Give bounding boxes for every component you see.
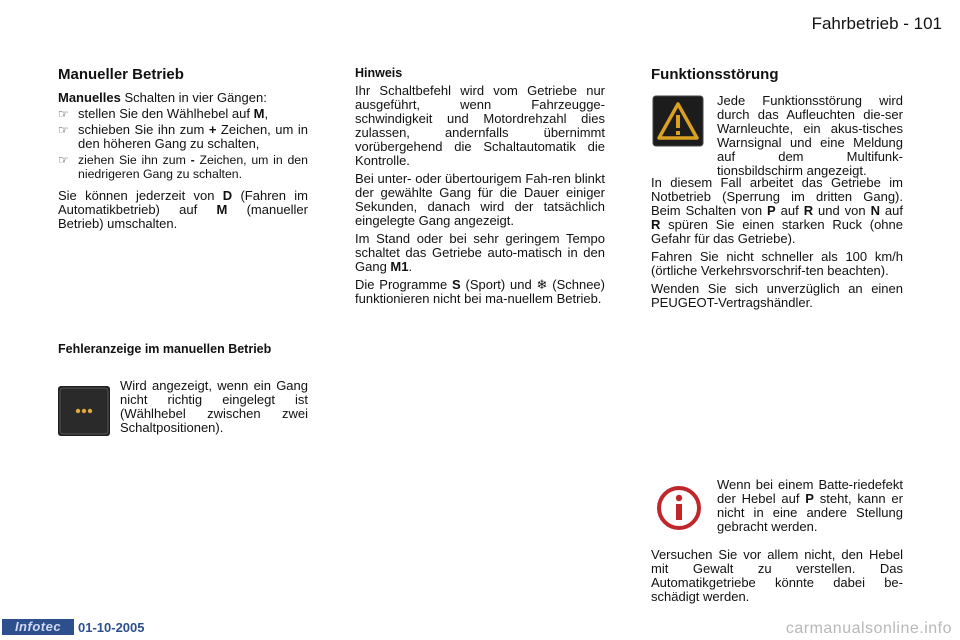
watermark: carmanualsonline.info <box>785 620 952 637</box>
fault-indicator-text: Wird angezeigt, wenn ein Gang nicht richtig eingelegt ist (Wählhebel zwischen zwei Schaltpositionen). <box>120 378 308 435</box>
gear-fault-indicator-icon <box>58 386 110 436</box>
switch-mode-paragraph: Sie können jederzeit von D (Fahren im Automatikbetrieb) auf M (manueller Betrieb) umschalten. <box>58 188 309 231</box>
column-manual-mode <box>58 66 308 231</box>
intro-text: Manuelles Schalten in vier Gängen: <box>58 90 267 105</box>
page-header: Fahrbetrieb - 101 <box>811 14 942 33</box>
malfunction-body <box>651 176 903 314</box>
section-title-malfunction: Funktionsstörung <box>651 66 779 83</box>
malfunction-paragraph: In diesem Fall arbeitet das Getriebe im Notbetrieb (Sperrung im dritten Gang). Beim Schalten von P auf R und von N auf R spüren Sie einen starken Ruck (ohne Gefahr für das Getriebe). <box>651 175 904 246</box>
snowflake-icon: ❄ <box>536 277 548 292</box>
hand-pointer-icon: ☞ <box>58 107 69 121</box>
note-paragraph: Die Programme S (Sport) und ❄ (Schnee) funktionieren nicht bei ma-nuellem Betrieb. <box>355 277 605 306</box>
warning-text: Jede Funktionsstörung wird durch das Aufleuchten die-ser Warnleuchte, ein akus-tisches Warnsignal und eine Meldung auf dem Multifunk-tionsbildschirm angezeigt. <box>717 93 903 178</box>
column-note <box>355 66 605 310</box>
infotec-logo: Infotec <box>2 619 74 635</box>
battery-info-text: Wenn bei einem Batte-riedefekt der Hebel auf P steht, kann er nicht in eine andere Stellung gebracht werden. <box>717 477 903 534</box>
malfunction-paragraph: Fahren Sie nicht schneller als 100 km/h (örtliche Verkehrsvorschrif-ten beachten). <box>651 249 903 278</box>
info-icon <box>655 484 703 532</box>
fault-indicator-title: Fehleranzeige im manuellen Betrieb <box>58 342 272 356</box>
malfunction-paragraph: Wenden Sie sich unverzüglich an einen PEUGEOT-Vertragshändler. <box>651 281 903 310</box>
print-date: 01-10-2005 <box>78 620 145 635</box>
section-title-manual: Manueller Betrieb <box>58 66 184 83</box>
bullet-item: ☞ schieben Sie ihn zum + Zeichen, um in den höheren Gang zu schalten, <box>58 122 308 151</box>
caution-text: Versuchen Sie vor allem nicht, den Hebel mit Gewalt zu verstellen. Das Automatikgetriebe könnte dabei be-schädigt werden. <box>651 547 903 604</box>
note-paragraph: Im Stand oder bei sehr geringem Tempo schaltet das Getriebe auto-matisch in den Gang M1. <box>355 231 605 274</box>
hand-pointer-icon: ☞ <box>58 153 69 167</box>
note-paragraph: Ihr Schaltbefehl wird vom Getriebe nur ausgeführt, wenn Fahrzeugge-schwindigkeit und Motordrehzahl dies zulassen, andernfalls übernimmt vorübergehend die Schaltautomatik die Kontrolle. <box>355 83 605 168</box>
hand-pointer-icon: ☞ <box>58 123 69 137</box>
bullet-item: ☞ stellen Sie den Wählhebel auf M, <box>58 106 269 121</box>
bullet-item: ☞ ziehen Sie ihn zum - Zeichen, um in den niedrigeren Gang zu schalten. <box>58 153 308 181</box>
note-paragraph: Bei unter- oder übertourigem Fah-ren blinkt der gewählte Gang für die Dauer einiger Sekunden, danach wird der tatsächlich eingelegte Gang angezeigt. <box>355 171 605 228</box>
note-title: Hinweis <box>355 66 403 80</box>
warning-triangle-icon <box>652 95 704 147</box>
